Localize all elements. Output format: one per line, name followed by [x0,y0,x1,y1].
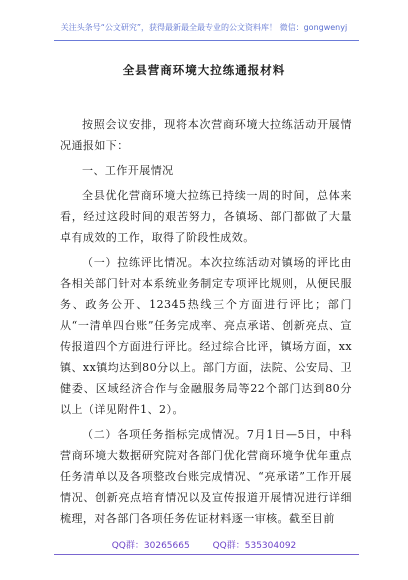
paragraph-intro: 按照会议安排，现将本次营商环境大拉练活动开展情况通报如下： [60,118,352,152]
document-body [60,114,352,529]
paragraph-summary: 全县优化营商环境大拉练已持续一周的时间，总体来看，经过这段时间的艰苦努力，各镇场、部门都做了大量卓有成效的工作，取得了阶段性成效。 [60,189,352,244]
header-divider [54,40,359,41]
footer-contact [0,538,408,551]
paragraph-tasks: （二）各项任务指标完成情况。7月1日—5日，中科营商环境大数据研究院对各部门优化营商环境争优年重点任务清单以及各项整改台账完成情况、“亮承诺”工作开展情况、创新亮点培育情况以及宣传报道开展情况进行详细梳理，对各部门各项任务佐证材料逐一审核。截至目前 [60,428,352,525]
document-title: 全县营商环境大拉练通报材料 [122,63,286,77]
qq-group-1: QQ群：30265665 [111,541,190,551]
promo-header: 关注头条号“公文研究”，获得最新最全最专业的公文资料库！ 微信：gongwenyj [60,23,348,32]
qq-group-2: QQ群：535304092 [212,541,297,551]
section-heading: 一、工作开展情况 [82,164,174,177]
footer-divider [54,554,359,555]
paragraph-evaluation: （一）拉练评比情况。本次拉练活动对镇场的评比由各相关部门针对本系统业务制定专项评比规则，从便民服务、政务公开、12345热线三个方面进行评比；部门从“一清单四台账”任务完成率、亮点承诺、创新亮点、宣传报道四个方面进行评比。经过综合比评，镇场方面，xx镇、xx镇均达到80分以上。部门方面，法院、公安局、卫健委、区域经济合作与金融服务局等22个部门达到80分以上（详见附件1、2）。 [60,256,352,416]
